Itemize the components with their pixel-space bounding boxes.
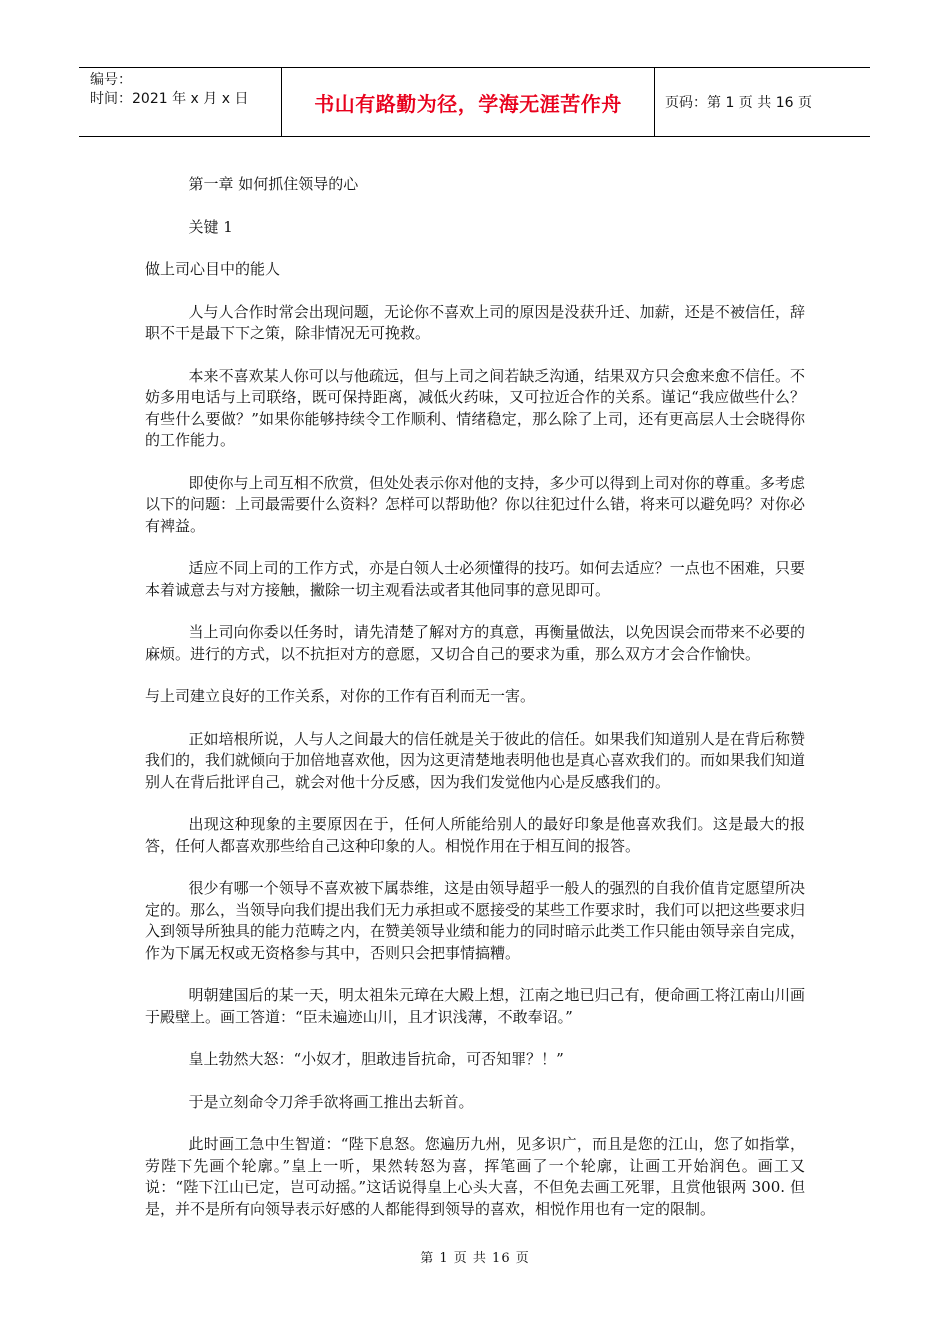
paragraph: 于是立刻命令刀斧手欲将画工推出去斩首。 <box>188 1092 474 1111</box>
paragraph: 当上司向你委以任务时，请先清楚了解对方的真意，再衡量做法，以免因误会而带来不必要的麻烦。进行的方式，以不抗拒对方的意愿，又切合自己的要求为重，那么双方才会合作愉快。 <box>145 623 805 663</box>
paragraph: 很少有哪一个领导不喜欢被下属恭维，这是由领导超乎一般人的强烈的自我价值肯定愿望所决定的。那么，当领导向我们提出我们无力承担或不愿接受的某些工作要求时，我们可以把这些要求归入到领导所独具的能力范畴之内，在赞美领导业绩和能力的同时暗示此类工作只能由领导亲自完成，作为下属无权或无资格参与其中，否则只会把事情搞糟。 <box>145 879 806 962</box>
chapter-title: 第一章 如何抓住领导的心 <box>188 175 359 193</box>
paragraph: 皇上勃然大怒：“小奴才，胆敢违旨抗命，可否知罪？！” <box>188 1050 564 1068</box>
date-line: 时间：2021 年 x 月 x 日 <box>90 91 249 107</box>
paragraph: 人与人合作时常会出现问题，无论你不喜欢上司的原因是没获升迁、加薪，还是不被信任，辞职不干是最下下之策，除非情况无可挽救。 <box>145 302 805 342</box>
header-page-cell <box>655 68 870 136</box>
header-meta-cell <box>79 68 282 136</box>
paragraph: 明朝建国后的某一天，明太祖朱元璋在大殿上想，江南之地已归己有，便命画工将江南山川画于殿壁上。画工答道：“臣未遍迹山川，且才识浅薄，不敢奉诏。” <box>145 986 805 1026</box>
page-footer <box>0 1247 950 1266</box>
document-body <box>145 174 805 1241</box>
paragraph: 适应不同上司的工作方式，亦是白领人士必须懂得的技巧。如何去适应？一点也不困难，只要本着诚意去与对方接触，撇除一切主观看法或者其他同事的意见即可。 <box>145 559 805 599</box>
motto-text: 书山有路勤为径，学海无涯苦作舟 <box>314 91 622 116</box>
paragraph: 正如培根所说，人与人之间最大的信任就是关于彼此的信任。如果我们知道别人是在背后称赞我们的，我们就倾向于加倍地喜欢他，因为这更清楚地表明他也是真心喜欢我们的。而如果我们知道别人在背后批评自己，就会对他十分反感，因为我们发觉他内心是反感我们的。 <box>145 729 806 791</box>
paragraph: 与上司建立良好的工作关系，对你的工作有百利而无一害。 <box>145 687 536 705</box>
number-label: 编号： <box>90 72 132 88</box>
header-motto-cell <box>282 68 655 136</box>
page-info: 页码：第 1 页 共 16 页 <box>665 95 812 111</box>
document-header <box>79 67 870 137</box>
paragraph: 即使你与上司互相不欣赏，但处处表示你对他的支持，多少可以得到上司对你的尊重。多考虑以下的问题：上司最需要什么资料？怎样可以帮助他？你以往犯过什么错，将来可以避免吗？对你必有裨益。 <box>145 473 806 535</box>
key-label: 关键 1 <box>188 217 233 236</box>
paragraph: 此时画工急中生智道：“陛下息怒。您遍历九州，见多识广，而且是您的江山，您了如指掌，劳陛下先画个轮廓。”皇上一听，果然转怒为喜，挥笔画了一个轮廓，让画工开始润色。画工又说：“陛下江山已定，岂可动摇。”这话说得皇上心头大喜，不但免去画工死罪，且赏他银两 300. 但是，并不是所有向领导表示好感的人都能得到领导的喜欢，相悦作用也有一定的限制。 <box>145 1135 805 1218</box>
paragraph: 本来不喜欢某人你可以与他疏远，但与上司之间若缺乏沟通，结果双方只会愈来愈不信任。不妨多用电话与上司联络，既可保持距离，减低火药味，又可拉近合作的关系。谨记“我应做些什么？有些什么要做？”如果你能够持续令工作顺利、情绪稳定，那么除了上司，还有更高层人士会晓得你的工作能力。 <box>145 366 805 449</box>
footer-page-number: 第 1 页 共 16 页 <box>420 1251 530 1266</box>
paragraph: 出现这种现象的主要原因在于，任何人所能给别人的最好印象是他喜欢我们。这是最大的报答，任何人都喜欢那些给自己这种印象的人。相悦作用在于相互间的报答。 <box>145 815 805 855</box>
section-title: 做上司心目中的能人 <box>145 260 281 278</box>
